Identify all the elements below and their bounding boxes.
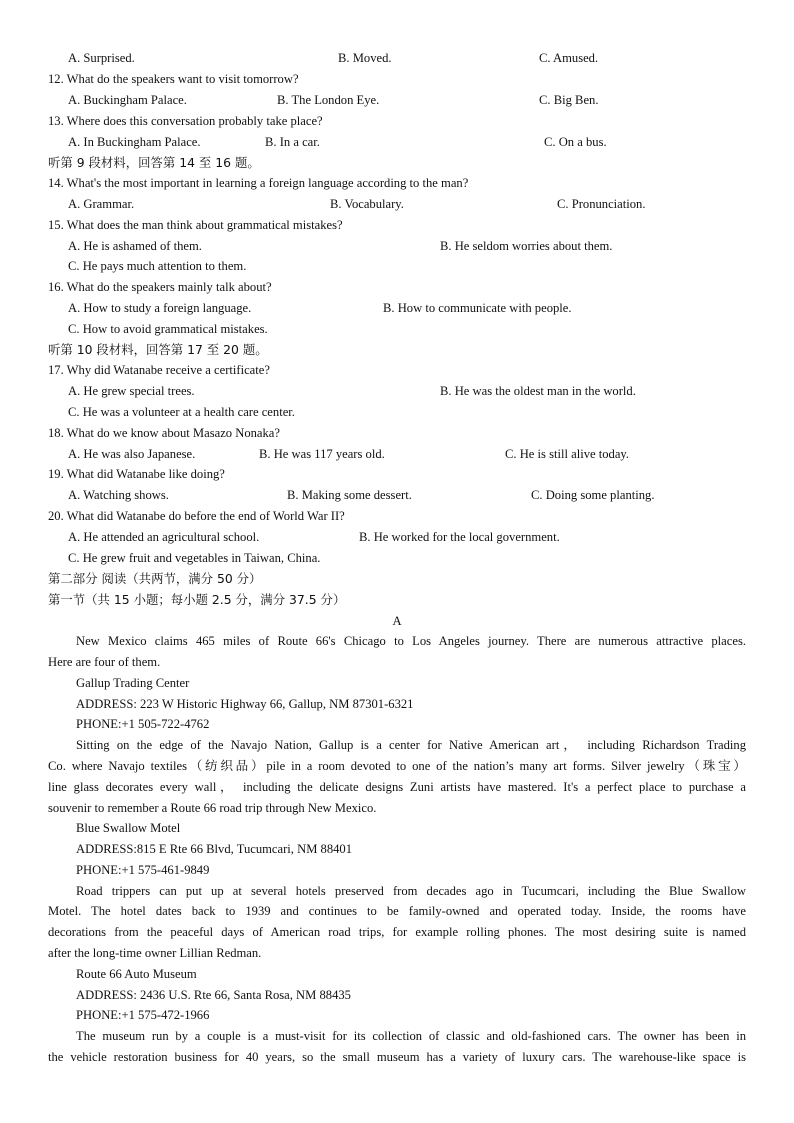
q18-option-a: A. He was also Japanese. [68,447,196,461]
place-2-desc-line-4: after the long-time owner Lillian Redman. [48,946,262,960]
q20-option-b: B. He worked for the local government. [359,530,560,544]
q20-option-a: A. He attended an agricultural school. [68,530,260,544]
section-1-heading: 第一节（共 15 小题；每小题 2.5 分，满分 37.5 分） [48,592,346,607]
q20-option-c: C. He grew fruit and vegetables in Taiwan, China. [68,551,321,565]
place-1-desc-line-2: Co. where Navajo textiles（纺织品）pile in a room devoted to one of the nation’s many art forms. Silver jewelry（珠宝） [48,759,746,773]
q17-options-row1 [48,381,746,401]
place-3-name: Route 66 Auto Museum [76,967,197,981]
q18-question: 18. What do we know about Masazo Nonaka? [48,426,280,440]
q17-option-a: A. He grew special trees. [68,384,195,398]
q12-options [48,90,746,110]
place-2-address: ADDRESS:815 E Rte 66 Blvd, Tucumcari, NM 88401 [76,842,353,856]
q12-option-a: A. Buckingham Palace. [68,93,187,107]
q13-option-a: A. In Buckingham Palace. [68,135,201,149]
q15-option-b: B. He seldom worries about them. [440,239,613,253]
q14-question: 14. What's the most important in learning a foreign language according to the man? [48,176,469,190]
place-3-desc-line-2: the vehicle restoration business for 40 years, so the small museum has a variety of luxury cars. The warehouse-like space is [48,1050,746,1064]
q14-option-a: A. Grammar. [68,197,135,211]
q18-option-b: B. He was 117 years old. [259,447,385,461]
q18-option-c: C. He is still alive today. [505,447,630,461]
q11-option-c: C. Amused. [539,51,599,65]
q13-question: 13. Where does this conversation probably take place? [48,114,323,128]
place-1-desc-line-4: souvenir to remember a Route 66 road trip through New Mexico. [48,801,377,815]
q14-option-c: C. Pronunciation. [557,197,646,211]
q17-question: 17. Why did Watanabe receive a certificate? [48,363,270,377]
q16-options-row2 [48,319,746,339]
q16-option-b: B. How to communicate with people. [383,301,572,315]
q19-options [48,485,746,505]
passage-intro-line-1: New Mexico claims 465 miles of Route 66's Chicago to Los Angeles journey. There are numerous attractive places. [76,634,746,648]
place-2-desc-line-2: Motel. The hotel dates back to 1939 and continues to be family-owned and operated today. Inside, the rooms have [48,904,746,918]
q19-option-b: B. Making some dessert. [287,488,412,502]
q19-option-c: C. Doing some planting. [531,488,655,502]
q11-option-b: B. Moved. [338,51,392,65]
q12-question: 12. What do the speakers want to visit tomorrow? [48,72,299,86]
place-1-name: Gallup Trading Center [76,676,190,690]
place-2-desc-line-3: decorations from the peaceful days of American road trips, for example rolling phones. The most desiring suite is named [48,925,746,939]
place-2-desc-line-1: Road trippers can put up at several hotels preserved from decades ago in Tucumcari, including the Blue Swallow [76,884,746,898]
q13-options [48,132,746,152]
q20-question: 20. What did Watanabe do before the end of World War II? [48,509,345,523]
q16-option-c: C. How to avoid grammatical mistakes. [68,322,268,336]
place-3-phone: PHONE:+1 575-472-1966 [76,1008,210,1022]
q12-option-b: B. The London Eye. [277,93,380,107]
q19-option-a: A. Watching shows. [68,488,169,502]
q13-option-c: C. On a bus. [544,135,607,149]
q11-option-a: A. Surprised. [68,51,135,65]
q15-options-row1 [48,236,746,256]
q15-question: 15. What does the man think about grammatical mistakes? [48,218,343,232]
q15-options-row2 [48,256,746,276]
section-10-heading: 听第 10 段材料，回答第 17 至 20 题。 [48,342,268,357]
q13-option-b: B. In a car. [265,135,320,149]
place-1-phone: PHONE:+1 505-722-4762 [76,717,210,731]
place-1-desc-line-1: Sitting on the edge of the Navajo Nation, Gallup is a center for Native American art， including Richardson Trading [76,738,746,752]
q14-option-b: B. Vocabulary. [330,197,404,211]
q14-options [48,194,746,214]
q17-option-c: C. He was a volunteer at a health care center. [68,405,295,419]
q15-option-a: A. He is ashamed of them. [68,239,202,253]
q16-option-a: A. How to study a foreign language. [68,301,252,315]
q19-question: 19. What did Watanabe like doing? [48,467,225,481]
q17-options-row2 [48,402,746,422]
q20-options-row2 [48,548,746,568]
place-2-name: Blue Swallow Motel [76,821,181,835]
passage-a-label: A [392,614,402,628]
q20-options-row1 [48,527,746,547]
place-1-address: ADDRESS: 223 W Historic Highway 66, Gallup, NM 87301-6321 [76,697,414,711]
section-9-heading: 听第 9 段材料，回答第 14 至 16 题。 [48,155,260,170]
place-3-desc-line-1: The museum run by a couple is a must-visit for its collection of classic and old-fashioned cars. The owner has been in [76,1029,746,1043]
q15-option-c: C. He pays much attention to them. [68,259,247,273]
place-2-phone: PHONE:+1 575-461-9849 [76,863,210,877]
place-1-desc-line-3: line glass decorates every wall， including the delicate designs Zuni artists have mastered. It's a perfect place to purchase a [48,780,746,794]
q18-options [48,444,746,464]
q16-question: 16. What do the speakers mainly talk about? [48,280,272,294]
place-3-address: ADDRESS: 2436 U.S. Rte 66, Santa Rosa, NM 88435 [76,988,351,1002]
q12-option-c: C. Big Ben. [539,93,599,107]
q17-option-b: B. He was the oldest man in the world. [440,384,636,398]
part-2-heading: 第二部分 阅读（共两节，满分 50 分） [48,571,262,586]
passage-intro-line-2: Here are four of them. [48,655,161,669]
q16-options-row1 [48,298,746,318]
q11-options [48,48,746,68]
